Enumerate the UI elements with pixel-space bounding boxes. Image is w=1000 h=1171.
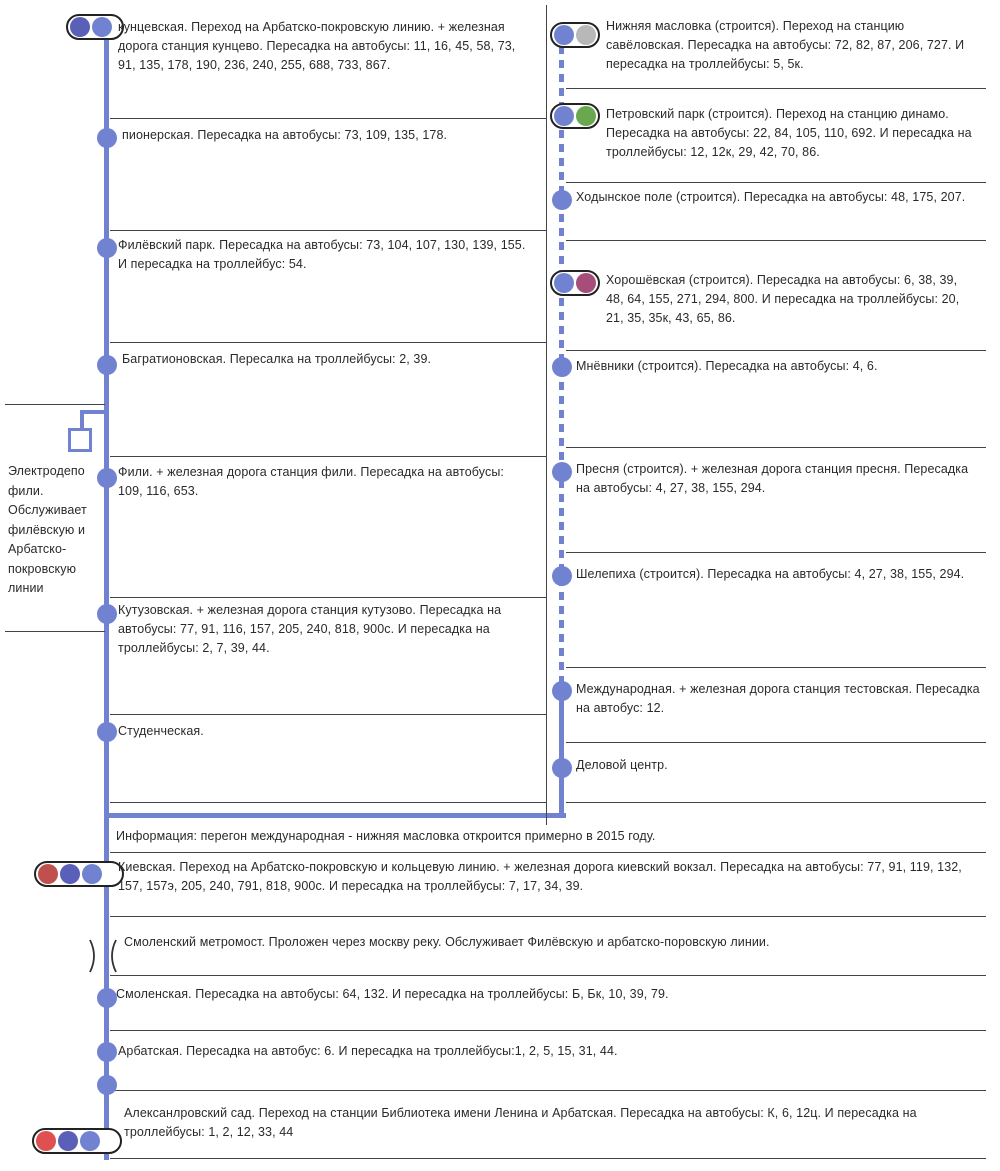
column-divider: [546, 5, 547, 825]
station-smolenskaya: Смоленская. Пересадка на автобусы: 64, 132. И пересадка на троллейбусы: Б, Бк, 10, 39, 79.: [116, 987, 669, 1001]
station-dot: [97, 722, 117, 742]
kievskaya-transfer-icon: [34, 861, 124, 887]
station-dot: [552, 566, 572, 586]
station-kievskaya: Киевская. Переход на Арбатско-покровскую и кольцевую линию. + железная дорога киевский вокзал. Пересадка на автобусы: 77, 91, 119, 132, 157, 157э, 205, 240, 791, 818, 900с. И пересадка на троллейбусы: 7, 17, 34, 39.: [118, 860, 962, 893]
kuntsevskaya-transfer-icon: [66, 14, 124, 40]
separator: [110, 714, 546, 715]
station-dot: [97, 988, 117, 1008]
depot-spur-line: [80, 410, 84, 430]
arbatsko-pokrovskaya-dot: [70, 17, 90, 37]
separator: [110, 597, 546, 598]
arbatsko-pokrovskaya-dot: [60, 864, 80, 884]
info-note: Информация: перегон международная - нижняя масловка откроится примерно в 2015 году.: [116, 829, 656, 843]
separator: [110, 456, 546, 457]
separator: [110, 916, 986, 917]
separator: [110, 230, 546, 231]
station-nizhnyaya-maslovka: Нижняя масловка (строится). Переход на станцию савёловская. Пересадка на автобусы: 72, 82, 87, 206, 727. И пересадка на троллейбусы: 5, 5к.: [606, 19, 965, 71]
station-dot: [552, 190, 572, 210]
station-khoroshevskaya: Хорошёвская (строится). Пересадка на автобусы: 6, 38, 39, 48, 64, 155, 271, 294, 800. И пересадка на троллейбусы: 20, 21, 35, 35к, 43, 65, 86.: [606, 273, 960, 325]
station-dot: [552, 681, 572, 701]
depot-separator: [5, 404, 105, 405]
separator: [110, 1158, 986, 1159]
station-mezhdunarodnaya: Международная. + железная дорога станция тестовская. Пересадка на автобус: 12.: [576, 682, 980, 715]
separator: [566, 447, 986, 448]
station-presnya: Пресня (строится). + железная дорога станция пресня. Пересадка на автобусы: 4, 27, 38, 155, 294.: [576, 462, 969, 495]
separator: [566, 182, 986, 183]
station-dot: [97, 1042, 117, 1062]
smolensky-bridge-note: Смоленский метромост. Проложен через москву реку. Обслуживает Филёвскую и арбатско-поровскую линии.: [124, 935, 770, 949]
station-mnevniki: Мнёвники (строится). Пересадка на автобусы: 4, 6.: [576, 359, 878, 373]
separator: [110, 342, 546, 343]
station-studencheskaya: Студенческая.: [118, 724, 204, 738]
separator: [566, 667, 986, 668]
separator: [566, 802, 986, 803]
filevskaya-dot: [554, 273, 574, 293]
separator: [110, 118, 546, 119]
station-filevsky-park: Филёвский парк. Пересадка на автобусы: 73, 104, 107, 130, 139, 155. И пересадка на троллейбус: 54.: [118, 238, 526, 271]
dinamo-dot: [576, 106, 596, 126]
sokolnicheskaya-dot: [36, 1131, 56, 1151]
filevskaya-dot: [554, 106, 574, 126]
separator: [110, 975, 986, 976]
filevskaya-dot: [82, 864, 102, 884]
arbatsko-pokrovskaya-dot: [58, 1131, 78, 1151]
tagansko-krasnopresnenskaya-dot: [576, 273, 596, 293]
station-pionerskaya: пионерская. Пересадка на автобусы: 73, 109, 135, 178.: [122, 128, 448, 142]
station-aleksandrovsky-sad: Алексанлровский сад. Переход на станции Библиотека имени Ленина и Арбатская. Пересадка на автобусы: К, 6, 12ц. И пересадка на троллейбусы: 1, 2, 12, 33, 44: [124, 1106, 917, 1139]
petrovsky-park-transfer-icon: [550, 103, 600, 129]
station-dot: [97, 355, 117, 375]
station-delovoy-tsentr: Деловой центр.: [576, 758, 668, 772]
nizhnyaya-maslovka-transfer-icon: [550, 22, 600, 48]
aleksandrovsky-sad-transfer-icon: [32, 1128, 122, 1154]
depot-separator: [5, 631, 105, 632]
khoroshevskaya-transfer-icon: [550, 270, 600, 296]
filevskaya-dot: [554, 25, 574, 45]
separator: [110, 1030, 986, 1031]
station-dot: [97, 1075, 117, 1095]
separator: [566, 552, 986, 553]
station-kuntsevskaya: кунцевская. Переход на Арбатско-покровскую линию. + железная дорога станция кунцево. Пересадка на автобусы: 11, 16, 45, 58, 73, 91, 135, 178, 190, 236, 240, 255, 688, 733, 867.: [118, 20, 516, 72]
filevskaya-dot: [92, 17, 112, 37]
separator: [566, 350, 986, 351]
depot-label: Электродепо фили. Обслуживает филёвскую и Арбатско-покровскую линии: [8, 464, 87, 595]
station-dot: [97, 468, 117, 488]
filevskaya-dot: [80, 1131, 100, 1151]
station-dot: [552, 357, 572, 377]
station-dot: [97, 128, 117, 148]
station-khodynskoe-pole: Ходынское поле (строится). Пересадка на автобусы: 48, 175, 207.: [576, 190, 966, 204]
separator: [110, 1090, 986, 1091]
depot-icon: [68, 428, 92, 452]
station-dot: [552, 462, 572, 482]
station-kutuzovskaya: Кутузовская. + железная дорога станция кутузово. Пересадка на автобусы: 77, 91, 116, 157, 205, 240, 818, 900с. И пересадка на троллейбусы: 2, 7, 39, 44.: [118, 603, 502, 655]
station-petrovsky-park: Петровский парк (строится). Переход на станцию динамо. Пересадка на автобусы: 22, 84, 105, 110, 692. И пересадка на троллейбусы: 12, 12к, 29, 42, 70, 86.: [606, 107, 972, 159]
station-dot: [552, 758, 572, 778]
station-bagrationovskaya: Багратионовская. Пересалка на троллейбусы: 2, 39.: [122, 352, 432, 366]
separator: [110, 802, 546, 803]
separator: [566, 240, 986, 241]
separator: [566, 742, 986, 743]
right-branch-solid-line: [559, 690, 564, 818]
bridge-icon: [88, 938, 118, 974]
station-arbatskaya: Арбатская. Пересадка на автобус: 6. И пересадка на троллейбусы:1, 2, 5, 15, 31, 44.: [118, 1044, 618, 1058]
station-shelepikha: Шелепиха (строится). Пересадка на автобусы: 4, 27, 38, 155, 294.: [576, 567, 965, 581]
station-dot: [97, 604, 117, 624]
koltsevaya-dot: [38, 864, 58, 884]
savyolovskaya-dot: [576, 25, 596, 45]
station-fili: Фили. + железная дорога станция фили. Пересадка на автобусы: 109, 116, 653.: [118, 465, 504, 498]
branch-connector-line: [104, 813, 566, 818]
station-dot: [97, 238, 117, 258]
separator: [566, 88, 986, 89]
separator: [110, 852, 986, 853]
